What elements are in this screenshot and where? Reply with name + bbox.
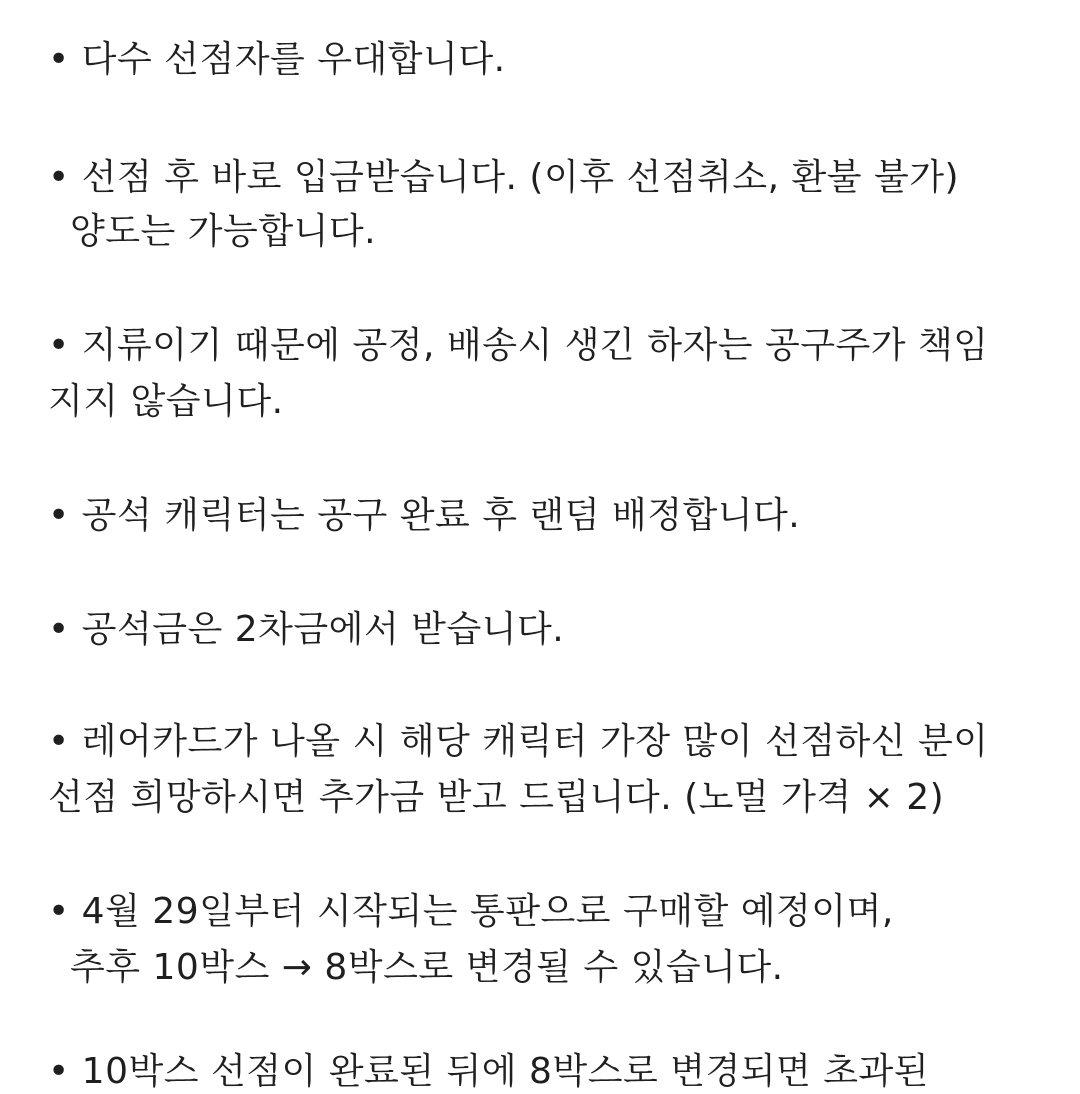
notice-item-6-line-1: • 레어카드가 나올 시 해당 캐릭터 가장 많이 선점하신 분이 bbox=[48, 721, 989, 762]
notice-item-8-line-1: • 10박스 선점이 완료된 뒤에 8박스로 변경되면 초과된 bbox=[48, 1051, 930, 1092]
notice-item-7-line-1: • 4월 29일부터 시작되는 통판으로 구매할 예정이며, bbox=[48, 891, 894, 932]
notice-item-2-line-1: • 선점 후 바로 입금받습니다. (이후 선점취소, 환불 불가) bbox=[48, 157, 960, 198]
notice-item-2-line-2: 양도는 가능합니다. bbox=[70, 211, 377, 252]
notice-item-5-line-1: • 공석금은 2차금에서 받습니다. bbox=[48, 609, 565, 650]
notice-item-6-line-2: 선점 희망하시면 추가금 받고 드립니다. (노멀 가격 × 2) bbox=[48, 777, 945, 818]
notice-item-7-line-2: 추후 10박스 → 8박스로 변경될 수 있습니다. bbox=[70, 947, 784, 988]
notice-item-3-line-1: • 지류이기 때문에 공정, 배송시 생긴 하자는 공구주가 책임 bbox=[48, 325, 989, 366]
notice-item-3-line-2: 지지 않습니다. bbox=[48, 381, 284, 422]
notice-item-1-line-1: • 다수 선점자를 우대합니다. bbox=[48, 39, 506, 80]
notice-item-4-line-1: • 공석 캐릭터는 공구 완료 후 랜덤 배정합니다. bbox=[48, 495, 801, 536]
